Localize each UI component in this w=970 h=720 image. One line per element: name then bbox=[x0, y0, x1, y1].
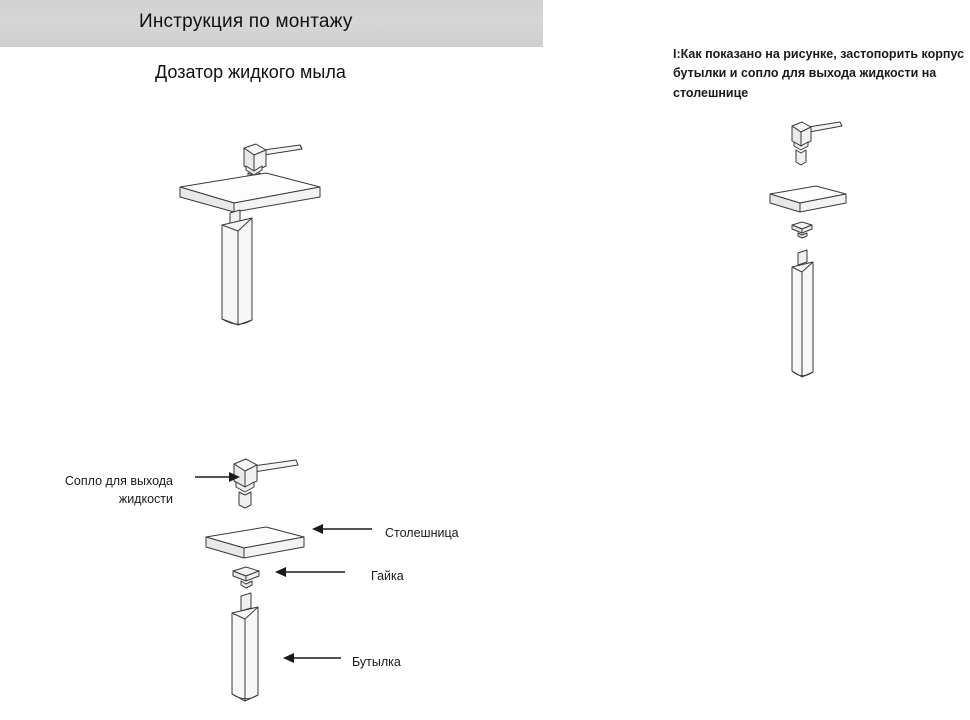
arrow-left-icon bbox=[275, 565, 345, 584]
arrow-right-icon bbox=[195, 470, 241, 489]
arrow-left-icon bbox=[312, 522, 372, 541]
instruction-paragraph: I:Как показано на рисунке, застопорить корпус бутылки и сопло для выхода жидкости на столешнице bbox=[673, 47, 965, 100]
callout-bottle-label: Бутылка bbox=[352, 655, 401, 669]
callout-nut-label: Гайка bbox=[371, 569, 404, 583]
right-exploded-dispenser-figure bbox=[750, 110, 920, 415]
assembled-dispenser-figure bbox=[170, 125, 390, 390]
arrow-left-icon bbox=[283, 651, 341, 670]
callout-nozzle-label: Сопло для выхода жидкости bbox=[64, 474, 173, 507]
callout-countertop-label: Столешница bbox=[385, 526, 459, 540]
product-title: Дозатор жидкого мыла bbox=[155, 62, 346, 82]
page-title: Инструкция по монтажу bbox=[139, 11, 353, 32]
